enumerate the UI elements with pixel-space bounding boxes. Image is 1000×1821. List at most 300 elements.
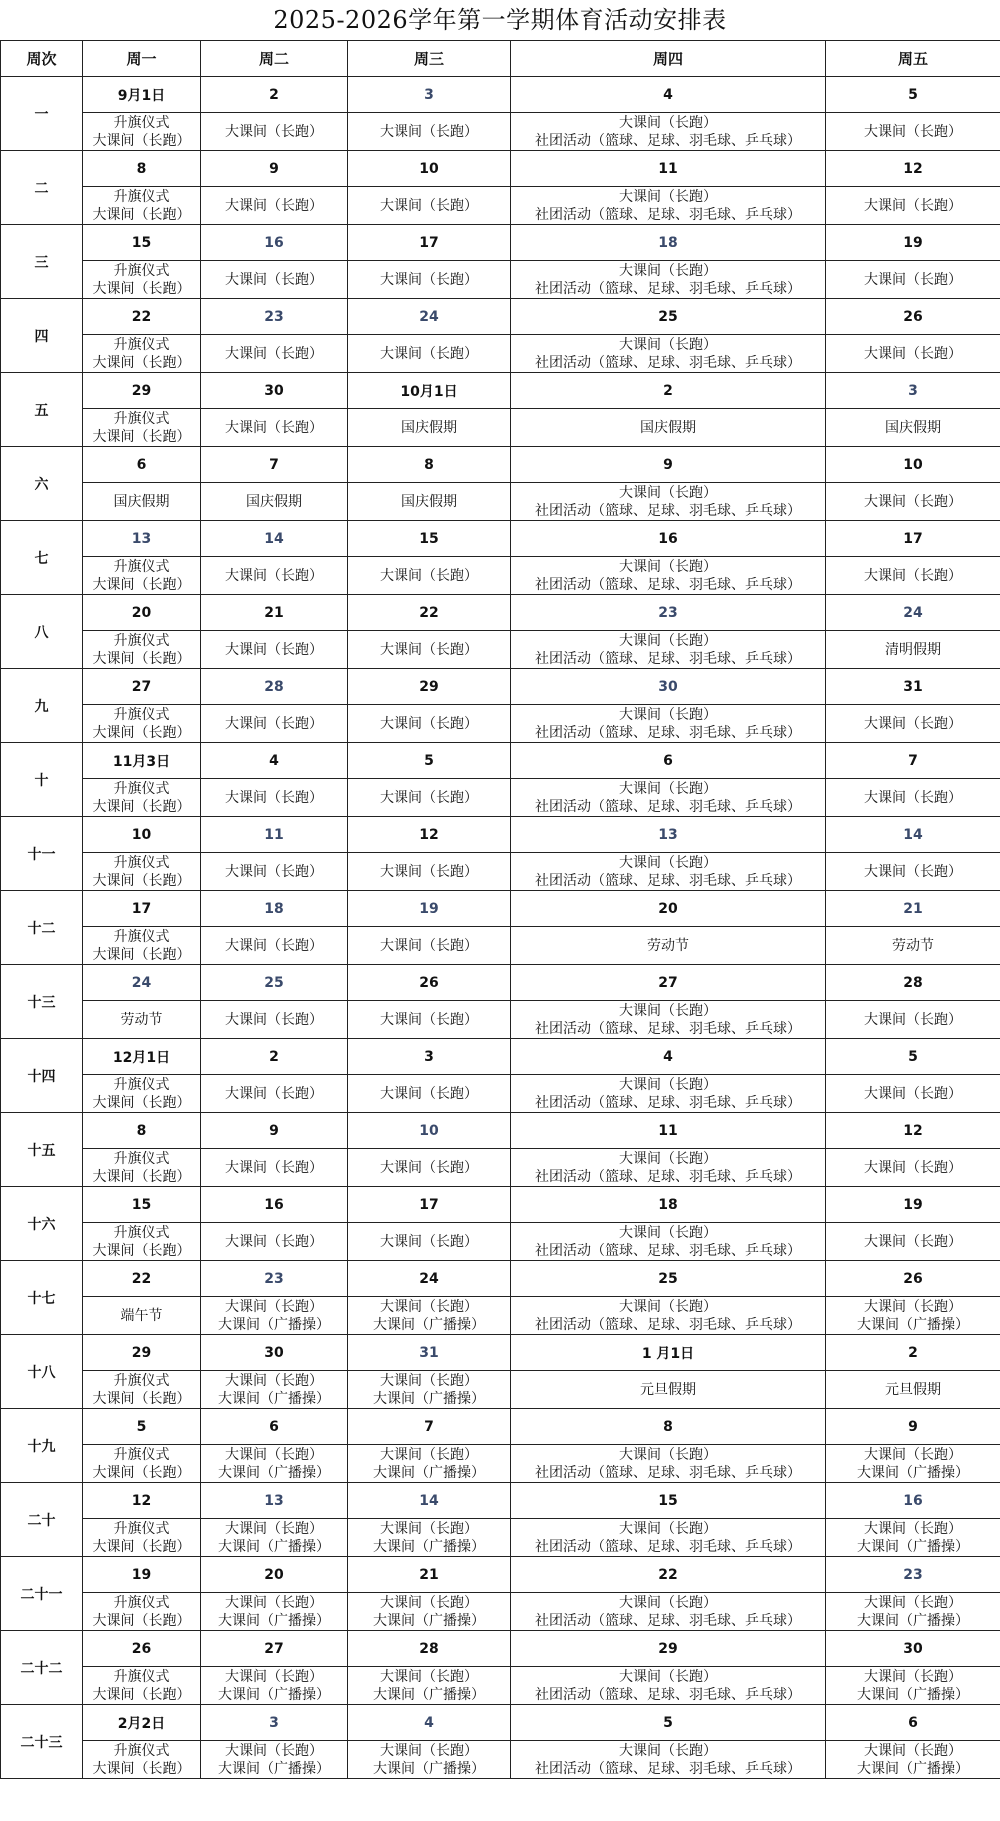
activity-cell-thursday xyxy=(511,1741,826,1779)
week-label: 八 xyxy=(1,595,83,669)
date-row xyxy=(1,151,1000,187)
activity-text: 社团活动（篮球、足球、羽毛球、乒乓球） xyxy=(535,1464,801,1481)
activity-text: 劳动节 xyxy=(120,1011,163,1028)
week-label: 二十二 xyxy=(1,1631,83,1705)
date-cell-wednesday: 26 xyxy=(348,965,511,1001)
activity-row xyxy=(1,261,1000,299)
header-monday: 周一 xyxy=(83,41,201,77)
week-label: 十七 xyxy=(1,1261,83,1335)
activity-text: 大课间（广播操） xyxy=(373,1316,485,1333)
date-cell-monday: 24 xyxy=(83,965,201,1001)
activity-text: 国庆假期 xyxy=(401,419,457,436)
activity-cell-monday xyxy=(83,113,201,151)
activity-text: 社团活动（篮球、足球、羽毛球、乒乓球） xyxy=(535,1242,801,1259)
date-cell-monday: 20 xyxy=(83,595,201,631)
activity-text: 大课间（长跑） xyxy=(380,345,478,362)
activity-row xyxy=(1,1519,1000,1557)
date-cell-tuesday: 27 xyxy=(201,1631,348,1667)
date-cell-thursday: 2 xyxy=(511,373,826,409)
week-label: 十二 xyxy=(1,891,83,965)
activity-cell-monday xyxy=(83,1445,201,1483)
activity-cell-monday xyxy=(83,1371,201,1409)
week-label: 一 xyxy=(1,77,83,151)
date-row xyxy=(1,1483,1000,1519)
date-cell-monday: 22 xyxy=(83,1261,201,1297)
activity-text: 大课间（长跑） xyxy=(619,1150,717,1167)
activity-text: 大课间（长跑） xyxy=(225,345,323,362)
date-cell-monday: 15 xyxy=(83,225,201,261)
activity-cell-tuesday xyxy=(201,113,348,151)
activity-text: 升旗仪式 xyxy=(113,632,170,649)
activity-text: 社团活动（篮球、足球、羽毛球、乒乓球） xyxy=(535,280,801,297)
activity-text: 大课间（广播操） xyxy=(373,1686,485,1703)
activity-text: 大课间（长跑） xyxy=(619,484,717,501)
activity-cell-monday xyxy=(83,1741,201,1779)
activity-text: 大课间（广播操） xyxy=(373,1612,485,1629)
activity-text: 升旗仪式 xyxy=(113,1224,170,1241)
date-cell-tuesday: 2 xyxy=(201,77,348,113)
activity-cell-thursday xyxy=(511,187,826,225)
date-cell-thursday: 23 xyxy=(511,595,826,631)
date-cell-thursday: 9 xyxy=(511,447,826,483)
date-cell-monday: 29 xyxy=(83,1335,201,1371)
date-cell-tuesday: 16 xyxy=(201,1187,348,1223)
date-row xyxy=(1,1187,1000,1223)
activity-text: 大课间（长跑） xyxy=(225,1298,323,1315)
date-cell-thursday: 29 xyxy=(511,1631,826,1667)
date-cell-tuesday: 14 xyxy=(201,521,348,557)
activity-cell-thursday xyxy=(511,557,826,595)
activity-cell-wednesday xyxy=(348,187,511,225)
activity-text: 大课间（长跑） xyxy=(225,1372,323,1389)
activity-text: 大课间（长跑） xyxy=(619,114,717,131)
date-cell-friday: 31 xyxy=(826,669,1000,705)
activity-text: 大课间（广播操） xyxy=(857,1612,969,1629)
activity-row xyxy=(1,1593,1000,1631)
activity-row xyxy=(1,1149,1000,1187)
date-row xyxy=(1,521,1000,557)
date-cell-friday: 21 xyxy=(826,891,1000,927)
activity-cell-friday xyxy=(826,1075,1000,1113)
week-label: 六 xyxy=(1,447,83,521)
activity-cell-monday xyxy=(83,557,201,595)
activity-cell-tuesday xyxy=(201,1371,348,1409)
activity-cell-friday xyxy=(826,483,1000,521)
date-row xyxy=(1,965,1000,1001)
activity-text: 大课间（长跑） xyxy=(864,1011,962,1028)
date-cell-wednesday: 14 xyxy=(348,1483,511,1519)
activity-cell-wednesday xyxy=(348,779,511,817)
date-cell-thursday: 22 xyxy=(511,1557,826,1593)
date-cell-wednesday: 5 xyxy=(348,743,511,779)
activity-cell-monday xyxy=(83,1593,201,1631)
date-cell-tuesday: 21 xyxy=(201,595,348,631)
activity-text: 大课间（广播操） xyxy=(218,1464,330,1481)
date-cell-tuesday: 30 xyxy=(201,373,348,409)
activity-text: 大课间（长跑） xyxy=(380,1742,478,1759)
activity-text: 大课间（长跑） xyxy=(864,197,962,214)
activity-text: 大课间（长跑） xyxy=(225,1159,323,1176)
activity-text: 大课间（广播操） xyxy=(373,1538,485,1555)
activity-text: 大课间（长跑） xyxy=(225,197,323,214)
activity-text: 升旗仪式 xyxy=(113,188,170,205)
activity-row xyxy=(1,187,1000,225)
date-row xyxy=(1,1705,1000,1741)
date-row xyxy=(1,373,1000,409)
activity-text: 大课间（长跑） xyxy=(92,1760,191,1777)
activity-cell-thursday xyxy=(511,335,826,373)
activity-text: 社团活动（篮球、足球、羽毛球、乒乓球） xyxy=(535,502,801,519)
date-cell-thursday: 13 xyxy=(511,817,826,853)
activity-text: 大课间（广播操） xyxy=(373,1760,485,1777)
date-cell-friday: 23 xyxy=(826,1557,1000,1593)
header-friday: 周五 xyxy=(826,41,1000,77)
date-row xyxy=(1,1039,1000,1075)
activity-text: 大课间（长跑） xyxy=(380,789,478,806)
activity-text: 大课间（长跑） xyxy=(92,946,191,963)
activity-text: 大课间（长跑） xyxy=(225,1520,323,1537)
date-cell-thursday: 5 xyxy=(511,1705,826,1741)
date-cell-monday: 19 xyxy=(83,1557,201,1593)
activity-text: 升旗仪式 xyxy=(113,114,170,131)
activity-text: 社团活动（篮球、足球、羽毛球、乒乓球） xyxy=(535,1316,801,1333)
activity-text: 大课间（长跑） xyxy=(619,558,717,575)
activity-text: 大课间（长跑） xyxy=(225,1594,323,1611)
activity-row xyxy=(1,1741,1000,1779)
activity-cell-thursday xyxy=(511,1149,826,1187)
date-cell-wednesday: 31 xyxy=(348,1335,511,1371)
activity-cell-wednesday xyxy=(348,335,511,373)
activity-text: 大课间（长跑） xyxy=(864,493,962,510)
activity-text: 大课间（长跑） xyxy=(380,1011,478,1028)
activity-text: 大课间（长跑） xyxy=(380,1594,478,1611)
activity-text: 大课间（长跑） xyxy=(225,937,323,954)
date-cell-wednesday: 28 xyxy=(348,1631,511,1667)
activity-text: 大课间（广播操） xyxy=(857,1316,969,1333)
activity-text: 大课间（长跑） xyxy=(864,1446,962,1463)
date-cell-thursday: 16 xyxy=(511,521,826,557)
activity-text: 元旦假期 xyxy=(640,1381,696,1398)
activity-cell-wednesday xyxy=(348,1519,511,1557)
week-label: 三 xyxy=(1,225,83,299)
activity-text: 大课间（长跑） xyxy=(619,1520,717,1537)
activity-text: 社团活动（篮球、足球、羽毛球、乒乓球） xyxy=(535,724,801,741)
activity-text: 大课间（长跑） xyxy=(225,1668,323,1685)
activity-cell-wednesday xyxy=(348,1075,511,1113)
activity-text: 大课间（长跑） xyxy=(619,1446,717,1463)
header-thursday: 周四 xyxy=(511,41,826,77)
activity-cell-friday xyxy=(826,113,1000,151)
date-cell-wednesday: 10 xyxy=(348,151,511,187)
activity-text: 大课间（长跑） xyxy=(619,1076,717,1093)
activity-text: 国庆假期 xyxy=(113,493,170,510)
activity-text: 大课间（长跑） xyxy=(864,1668,962,1685)
activity-text: 大课间（长跑） xyxy=(864,345,962,362)
activity-text: 大课间（长跑） xyxy=(619,262,717,279)
activity-text: 大课间（长跑） xyxy=(619,1002,717,1019)
date-cell-tuesday: 25 xyxy=(201,965,348,1001)
date-cell-friday: 6 xyxy=(826,1705,1000,1741)
date-cell-monday: 13 xyxy=(83,521,201,557)
activity-cell-tuesday xyxy=(201,335,348,373)
activity-text: 升旗仪式 xyxy=(113,1594,170,1611)
week-label: 十四 xyxy=(1,1039,83,1113)
activity-text: 大课间（长跑） xyxy=(864,1594,962,1611)
week-label: 五 xyxy=(1,373,83,447)
date-cell-monday: 6 xyxy=(83,447,201,483)
date-cell-tuesday: 16 xyxy=(201,225,348,261)
date-cell-wednesday: 12 xyxy=(348,817,511,853)
activity-cell-friday xyxy=(826,261,1000,299)
activity-text: 升旗仪式 xyxy=(113,1372,170,1389)
activity-text: 大课间（长跑） xyxy=(380,123,478,140)
activity-cell-friday xyxy=(826,631,1000,669)
activity-cell-monday xyxy=(83,1075,201,1113)
activity-cell-monday xyxy=(83,335,201,373)
activity-cell-tuesday xyxy=(201,261,348,299)
activity-text: 大课间（长跑） xyxy=(380,1298,478,1315)
activity-cell-wednesday xyxy=(348,483,511,521)
date-row xyxy=(1,1631,1000,1667)
activity-text: 国庆假期 xyxy=(401,493,457,510)
date-cell-wednesday: 17 xyxy=(348,225,511,261)
date-cell-thursday: 20 xyxy=(511,891,826,927)
week-label: 二十 xyxy=(1,1483,83,1557)
date-cell-tuesday: 2 xyxy=(201,1039,348,1075)
activity-cell-wednesday xyxy=(348,1741,511,1779)
date-cell-wednesday: 4 xyxy=(348,1705,511,1741)
date-row xyxy=(1,1335,1000,1371)
activity-text: 社团活动（篮球、足球、羽毛球、乒乓球） xyxy=(535,1686,801,1703)
date-cell-friday: 12 xyxy=(826,1113,1000,1149)
date-row xyxy=(1,669,1000,705)
date-cell-wednesday: 3 xyxy=(348,77,511,113)
date-cell-tuesday: 9 xyxy=(201,151,348,187)
date-cell-tuesday: 6 xyxy=(201,1409,348,1445)
activity-text: 大课间（广播操） xyxy=(857,1538,969,1555)
activity-text: 大课间（广播操） xyxy=(857,1686,969,1703)
activity-text: 大课间（广播操） xyxy=(218,1760,330,1777)
activity-cell-wednesday xyxy=(348,1149,511,1187)
date-cell-wednesday: 10月1日 xyxy=(348,373,511,409)
date-cell-friday: 24 xyxy=(826,595,1000,631)
date-cell-tuesday: 23 xyxy=(201,299,348,335)
date-cell-tuesday: 13 xyxy=(201,1483,348,1519)
schedule-table xyxy=(0,40,1000,1779)
week-label: 四 xyxy=(1,299,83,373)
date-row xyxy=(1,1261,1000,1297)
activity-text: 社团活动（篮球、足球、羽毛球、乒乓球） xyxy=(535,872,801,889)
date-cell-thursday: 1 月1日 xyxy=(511,1335,826,1371)
date-cell-friday: 2 xyxy=(826,1335,1000,1371)
activity-text: 大课间（长跑） xyxy=(380,1085,478,1102)
activity-cell-tuesday xyxy=(201,1741,348,1779)
activity-cell-friday xyxy=(826,1519,1000,1557)
date-cell-tuesday: 3 xyxy=(201,1705,348,1741)
date-cell-wednesday: 19 xyxy=(348,891,511,927)
activity-row xyxy=(1,557,1000,595)
date-cell-monday: 12 xyxy=(83,1483,201,1519)
date-cell-friday: 19 xyxy=(826,1187,1000,1223)
date-cell-wednesday: 8 xyxy=(348,447,511,483)
activity-text: 大课间（广播操） xyxy=(218,1612,330,1629)
activity-cell-friday xyxy=(826,1297,1000,1335)
activity-cell-thursday xyxy=(511,409,826,447)
activity-cell-friday xyxy=(826,1667,1000,1705)
activity-text: 大课间（长跑） xyxy=(619,1668,717,1685)
activity-text: 社团活动（篮球、足球、羽毛球、乒乓球） xyxy=(535,1020,801,1037)
date-cell-monday: 17 xyxy=(83,891,201,927)
date-cell-monday: 5 xyxy=(83,1409,201,1445)
schedule-body xyxy=(1,77,1000,1779)
activity-cell-thursday xyxy=(511,1371,826,1409)
activity-text: 大课间（长跑） xyxy=(225,567,323,584)
activity-cell-friday xyxy=(826,335,1000,373)
activity-cell-thursday xyxy=(511,705,826,743)
activity-cell-wednesday xyxy=(348,1667,511,1705)
activity-cell-monday xyxy=(83,1667,201,1705)
date-cell-friday: 19 xyxy=(826,225,1000,261)
activity-cell-monday xyxy=(83,1519,201,1557)
date-cell-monday: 11月3日 xyxy=(83,743,201,779)
activity-text: 大课间（长跑） xyxy=(619,632,717,649)
date-cell-monday: 12月1日 xyxy=(83,1039,201,1075)
date-cell-wednesday: 22 xyxy=(348,595,511,631)
activity-text: 大课间（广播操） xyxy=(218,1538,330,1555)
activity-cell-tuesday xyxy=(201,1593,348,1631)
activity-cell-friday xyxy=(826,705,1000,743)
activity-text: 大课间（长跑） xyxy=(864,715,962,732)
activity-cell-friday xyxy=(826,927,1000,965)
date-cell-friday: 28 xyxy=(826,965,1000,1001)
activity-row xyxy=(1,1075,1000,1113)
activity-text: 大课间（广播操） xyxy=(218,1316,330,1333)
activity-text: 大课间（长跑） xyxy=(225,1011,323,1028)
activity-text: 大课间（长跑） xyxy=(92,576,191,593)
activity-row xyxy=(1,1001,1000,1039)
activity-cell-tuesday xyxy=(201,631,348,669)
activity-text: 国庆假期 xyxy=(640,419,696,436)
date-cell-thursday: 11 xyxy=(511,151,826,187)
date-cell-monday: 9月1日 xyxy=(83,77,201,113)
activity-cell-friday xyxy=(826,779,1000,817)
activity-text: 大课间（长跑） xyxy=(864,1159,962,1176)
activity-text: 大课间（长跑） xyxy=(380,715,478,732)
activity-text: 升旗仪式 xyxy=(113,928,170,945)
activity-cell-tuesday xyxy=(201,1149,348,1187)
activity-text: 大课间（长跑） xyxy=(225,1446,323,1463)
activity-cell-wednesday xyxy=(348,631,511,669)
activity-row xyxy=(1,631,1000,669)
activity-text: 升旗仪式 xyxy=(113,1668,170,1685)
date-cell-tuesday: 23 xyxy=(201,1261,348,1297)
activity-cell-monday xyxy=(83,483,201,521)
activity-row xyxy=(1,483,1000,521)
activity-text: 大课间（长跑） xyxy=(225,123,323,140)
activity-cell-tuesday xyxy=(201,187,348,225)
date-cell-friday: 14 xyxy=(826,817,1000,853)
date-cell-monday: 22 xyxy=(83,299,201,335)
activity-text: 大课间（长跑） xyxy=(380,1372,478,1389)
activity-cell-thursday xyxy=(511,631,826,669)
week-label: 十 xyxy=(1,743,83,817)
activity-cell-friday xyxy=(826,557,1000,595)
activity-row xyxy=(1,853,1000,891)
activity-cell-wednesday xyxy=(348,261,511,299)
activity-text: 大课间（长跑） xyxy=(92,354,191,371)
date-cell-friday: 7 xyxy=(826,743,1000,779)
activity-cell-tuesday xyxy=(201,1667,348,1705)
activity-cell-tuesday xyxy=(201,1001,348,1039)
date-row xyxy=(1,595,1000,631)
activity-cell-tuesday xyxy=(201,779,348,817)
activity-text: 大课间（长跑） xyxy=(619,336,717,353)
date-cell-friday: 17 xyxy=(826,521,1000,557)
activity-cell-monday xyxy=(83,927,201,965)
activity-row xyxy=(1,409,1000,447)
activity-cell-wednesday xyxy=(348,113,511,151)
activity-text: 清明假期 xyxy=(885,641,941,658)
activity-text: 大课间（长跑） xyxy=(92,280,191,297)
date-cell-friday: 5 xyxy=(826,77,1000,113)
activity-cell-friday xyxy=(826,409,1000,447)
activity-cell-monday xyxy=(83,705,201,743)
activity-text: 大课间（长跑） xyxy=(92,1094,191,1111)
date-cell-tuesday: 9 xyxy=(201,1113,348,1149)
activity-cell-wednesday xyxy=(348,1445,511,1483)
activity-text: 升旗仪式 xyxy=(113,854,170,871)
date-cell-monday: 26 xyxy=(83,1631,201,1667)
header-wednesday: 周三 xyxy=(348,41,511,77)
activity-text: 大课间（长跑） xyxy=(864,1085,962,1102)
activity-text: 升旗仪式 xyxy=(113,780,170,797)
activity-text: 大课间（长跑） xyxy=(380,937,478,954)
date-cell-wednesday: 7 xyxy=(348,1409,511,1445)
date-cell-monday: 8 xyxy=(83,1113,201,1149)
date-cell-friday: 30 xyxy=(826,1631,1000,1667)
date-cell-tuesday: 7 xyxy=(201,447,348,483)
activity-cell-thursday xyxy=(511,1445,826,1483)
activity-text: 大课间（长跑） xyxy=(864,1742,962,1759)
activity-cell-monday xyxy=(83,187,201,225)
activity-text: 大课间（长跑） xyxy=(92,1390,191,1407)
activity-cell-wednesday xyxy=(348,1001,511,1039)
date-cell-monday: 29 xyxy=(83,373,201,409)
date-cell-wednesday: 3 xyxy=(348,1039,511,1075)
date-cell-wednesday: 17 xyxy=(348,1187,511,1223)
activity-cell-friday xyxy=(826,1445,1000,1483)
activity-text: 大课间（长跑） xyxy=(380,197,478,214)
date-cell-tuesday: 18 xyxy=(201,891,348,927)
activity-text: 大课间（长跑） xyxy=(225,271,323,288)
activity-text: 社团活动（篮球、足球、羽毛球、乒乓球） xyxy=(535,576,801,593)
activity-cell-wednesday xyxy=(348,853,511,891)
activity-text: 升旗仪式 xyxy=(113,1742,170,1759)
activity-text: 升旗仪式 xyxy=(113,262,170,279)
activity-text: 大课间（长跑） xyxy=(619,780,717,797)
activity-text: 社团活动（篮球、足球、羽毛球、乒乓球） xyxy=(535,132,801,149)
activity-cell-thursday xyxy=(511,853,826,891)
activity-text: 大课间（长跑） xyxy=(225,789,323,806)
activity-text: 大课间（长跑） xyxy=(380,1233,478,1250)
activity-cell-wednesday xyxy=(348,1593,511,1631)
date-cell-friday: 26 xyxy=(826,299,1000,335)
activity-text: 大课间（长跑） xyxy=(225,863,323,880)
date-cell-monday: 10 xyxy=(83,817,201,853)
activity-cell-tuesday xyxy=(201,1297,348,1335)
activity-text: 大课间（长跑） xyxy=(92,1686,191,1703)
activity-text: 端午节 xyxy=(120,1307,163,1324)
